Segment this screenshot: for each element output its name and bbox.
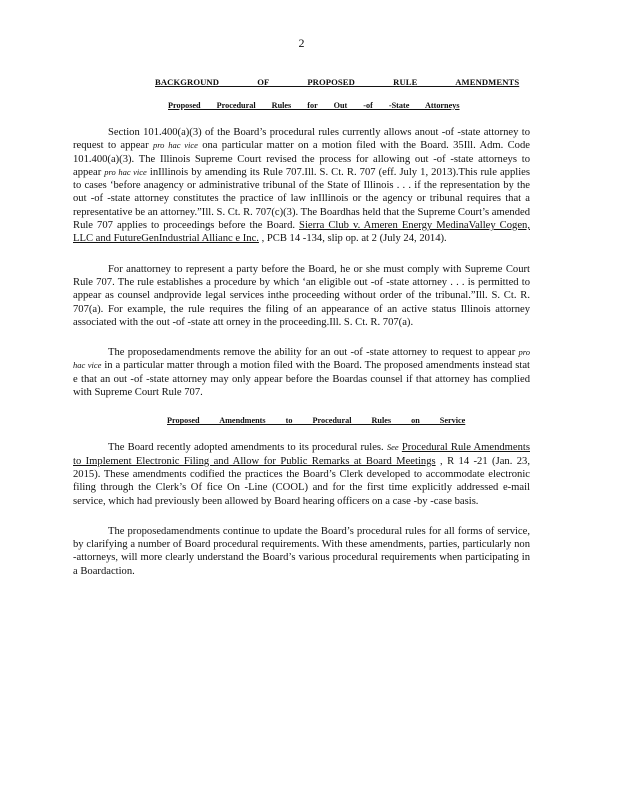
subheading-out-of-state-attorneys: Proposed Procedural Rules for Out -of -State Attorneys — [168, 101, 460, 110]
paragraph-service-background — [73, 441, 530, 507]
page-number: 2 — [298, 36, 305, 50]
p1-pro-hac-vice-1: pro hac vice — [152, 140, 198, 151]
paragraph-rule-707-requirements: For anattorney to represent a party before the Board, he or she must comply with Supreme Court Rule 707. The rule establishes a procedure by which ‘an eligible out -of -state attorney . . . is permitted to appear as counsel andprovide legal services inthe proceeding without order of the tribunal.”Ill. S. Ct. R. 707(a). For example, the rule requires the filing of an appearance of an active status Illinois attorney associated with the out -of -state att orney in the proceeding.Ill. S. Ct. R. 707(a). — [73, 263, 530, 328]
p1-pro-hac-vice-2: pro hac vice — [104, 166, 147, 177]
p4-text-d: , R 14 -21 (Jan. 23, 2015). These amendments codified the practices the Board’s Clerk developed to accommodate electronic filing through the Clerk’s Of fice On -Line (COOL) and for the first time explicitly addressed e-mail service, which had previously been allowed by Board hearing officers on a case -by -case basis. — [73, 455, 530, 507]
p1-case-citation: Sierra Club v. Ameren Energy MedinaValley Cogen, LLC and FutureGenIndustrial Allianc e Inc. — [73, 220, 530, 245]
p4-docket-citation: Procedural Rule Amendments to Implement Electronic Filing and Allow for Public Remarks at Board Meetings — [73, 442, 530, 467]
p4-text-a: The Board recently adopted amendments to its procedural rules. — [108, 442, 387, 454]
subheading-service-amendments: Proposed Amendments to Procedural Rules on Service — [167, 416, 466, 426]
paragraph-rule-707-background — [73, 126, 530, 246]
p1-text-e: inIllinois by amending its Rule 707.Ill. S. Ct. R. 707 (eff. July 1, 2013).This rule applies to cases ‘before anagency or administrative tribunal of the State of Illinois . . . if the representation by the out -of -state attorney constitutes the practice of law inIllinois or the agency or tribunal requires that a representative be an attorney.”Ill. S. Ct. R. 707(c)(3). The Boardhas held that the Supreme Court’s amended Rule 707 applies to proceedings before the Board. — [73, 166, 530, 232]
p1-text-c: ona particular matter on a motion filed with the Board. 35Ill. Adm. Code 101.400(a)(3). The Illinois Supreme Court revised the process for allowing out -of -state attorneys to appear — [73, 140, 530, 178]
paragraph-proposed-amendments — [73, 346, 530, 399]
p1-text-g: , PCB 14 -134, slip op. at 2 (July 24, 2014). — [258, 233, 447, 245]
p1-text-a: Section 101.400(a)(3) of the Board’s procedural rules currently allows anout -of -state attorney to request to appear — [73, 127, 530, 152]
paragraph-service-update: The proposedamendments continue to update the Board’s procedural rules for all forms of service, by clarifying a number of Board procedural requirements. With these amendments, parties, particularly non -attorneys, will more clearly understand the Board’s various procedural requirements when participating in a Boardaction. — [73, 525, 530, 577]
p3-pro-hac-vice: pro hac vice — [73, 347, 530, 371]
p4-see-signal: See — [386, 442, 399, 453]
p3-text-c: in a particular matter through a motion filed with the Board. The proposed amendments instead stat e that an out -of -state attorney may only appear before the Boardas counsel if that attorney has complied with Supreme Court Rule 707. — [73, 360, 530, 399]
section-heading: BACKGROUND OF PROPOSED RULE AMENDMENTS — [155, 77, 520, 87]
p3-text-a: The proposedamendments remove the ability for an out -of -state attorney to request to appear — [108, 347, 519, 359]
